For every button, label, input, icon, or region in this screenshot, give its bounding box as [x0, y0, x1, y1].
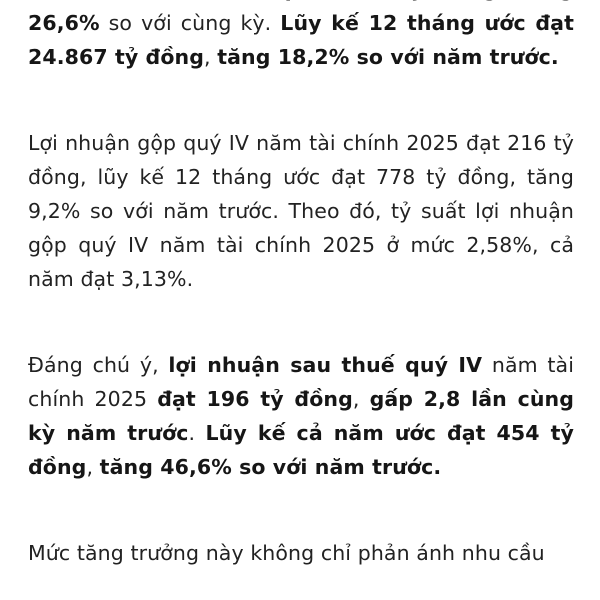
bold-segment: lợi nhuận sau thuế quý IV [168, 353, 483, 377]
bold-segment: gấp 2,8 lần cùng kỳ năm trước [28, 387, 575, 445]
paragraph-revenue [28, 0, 574, 74]
text-segment: Lợi nhuận gộp quý IV năm tài chính 2025 đạt 216 tỷ đồng, lũy kế 12 tháng ước đạt 778 tỷ đồng, tăng 9,2% so với năm trước. Theo đó, tỷ suất lợi nhuận gộp quý IV năm tài chính 2025 ở mức 2,58%, cả năm đạt 3,13%. [28, 131, 574, 291]
bold-segment: Lũy kế 12 tháng ước đạt 24.867 tỷ đồng [28, 11, 574, 69]
paragraph-growth [28, 536, 574, 570]
bold-segment: tăng 46,6% so với năm trước. [99, 455, 442, 479]
text-segment [28, 0, 267, 1]
text-segment: , [86, 455, 100, 479]
text-segment: , [352, 387, 370, 411]
text-segment: Mức tăng trưởng này không chỉ phản ánh nhu cầu [28, 541, 545, 565]
bold-segment: đạt 196 tỷ đồng [157, 387, 353, 411]
text-segment: Đáng chú ý, [28, 353, 169, 377]
paragraph-gross-profit [28, 126, 574, 296]
text-segment: . [188, 421, 206, 445]
text-segment: so với cùng kỳ. [99, 11, 281, 35]
bold-segment: 26,6% [28, 11, 100, 35]
text-segment: , [203, 45, 218, 69]
text-segment: năm tài chính 2025 [28, 353, 574, 411]
paragraph-net-profit [28, 348, 574, 484]
bold-segment: tăng 18,2% so với năm trước. [217, 45, 559, 69]
bold-segment: Lũy kế cả năm ước đạt 454 tỷ đồng [28, 421, 575, 479]
